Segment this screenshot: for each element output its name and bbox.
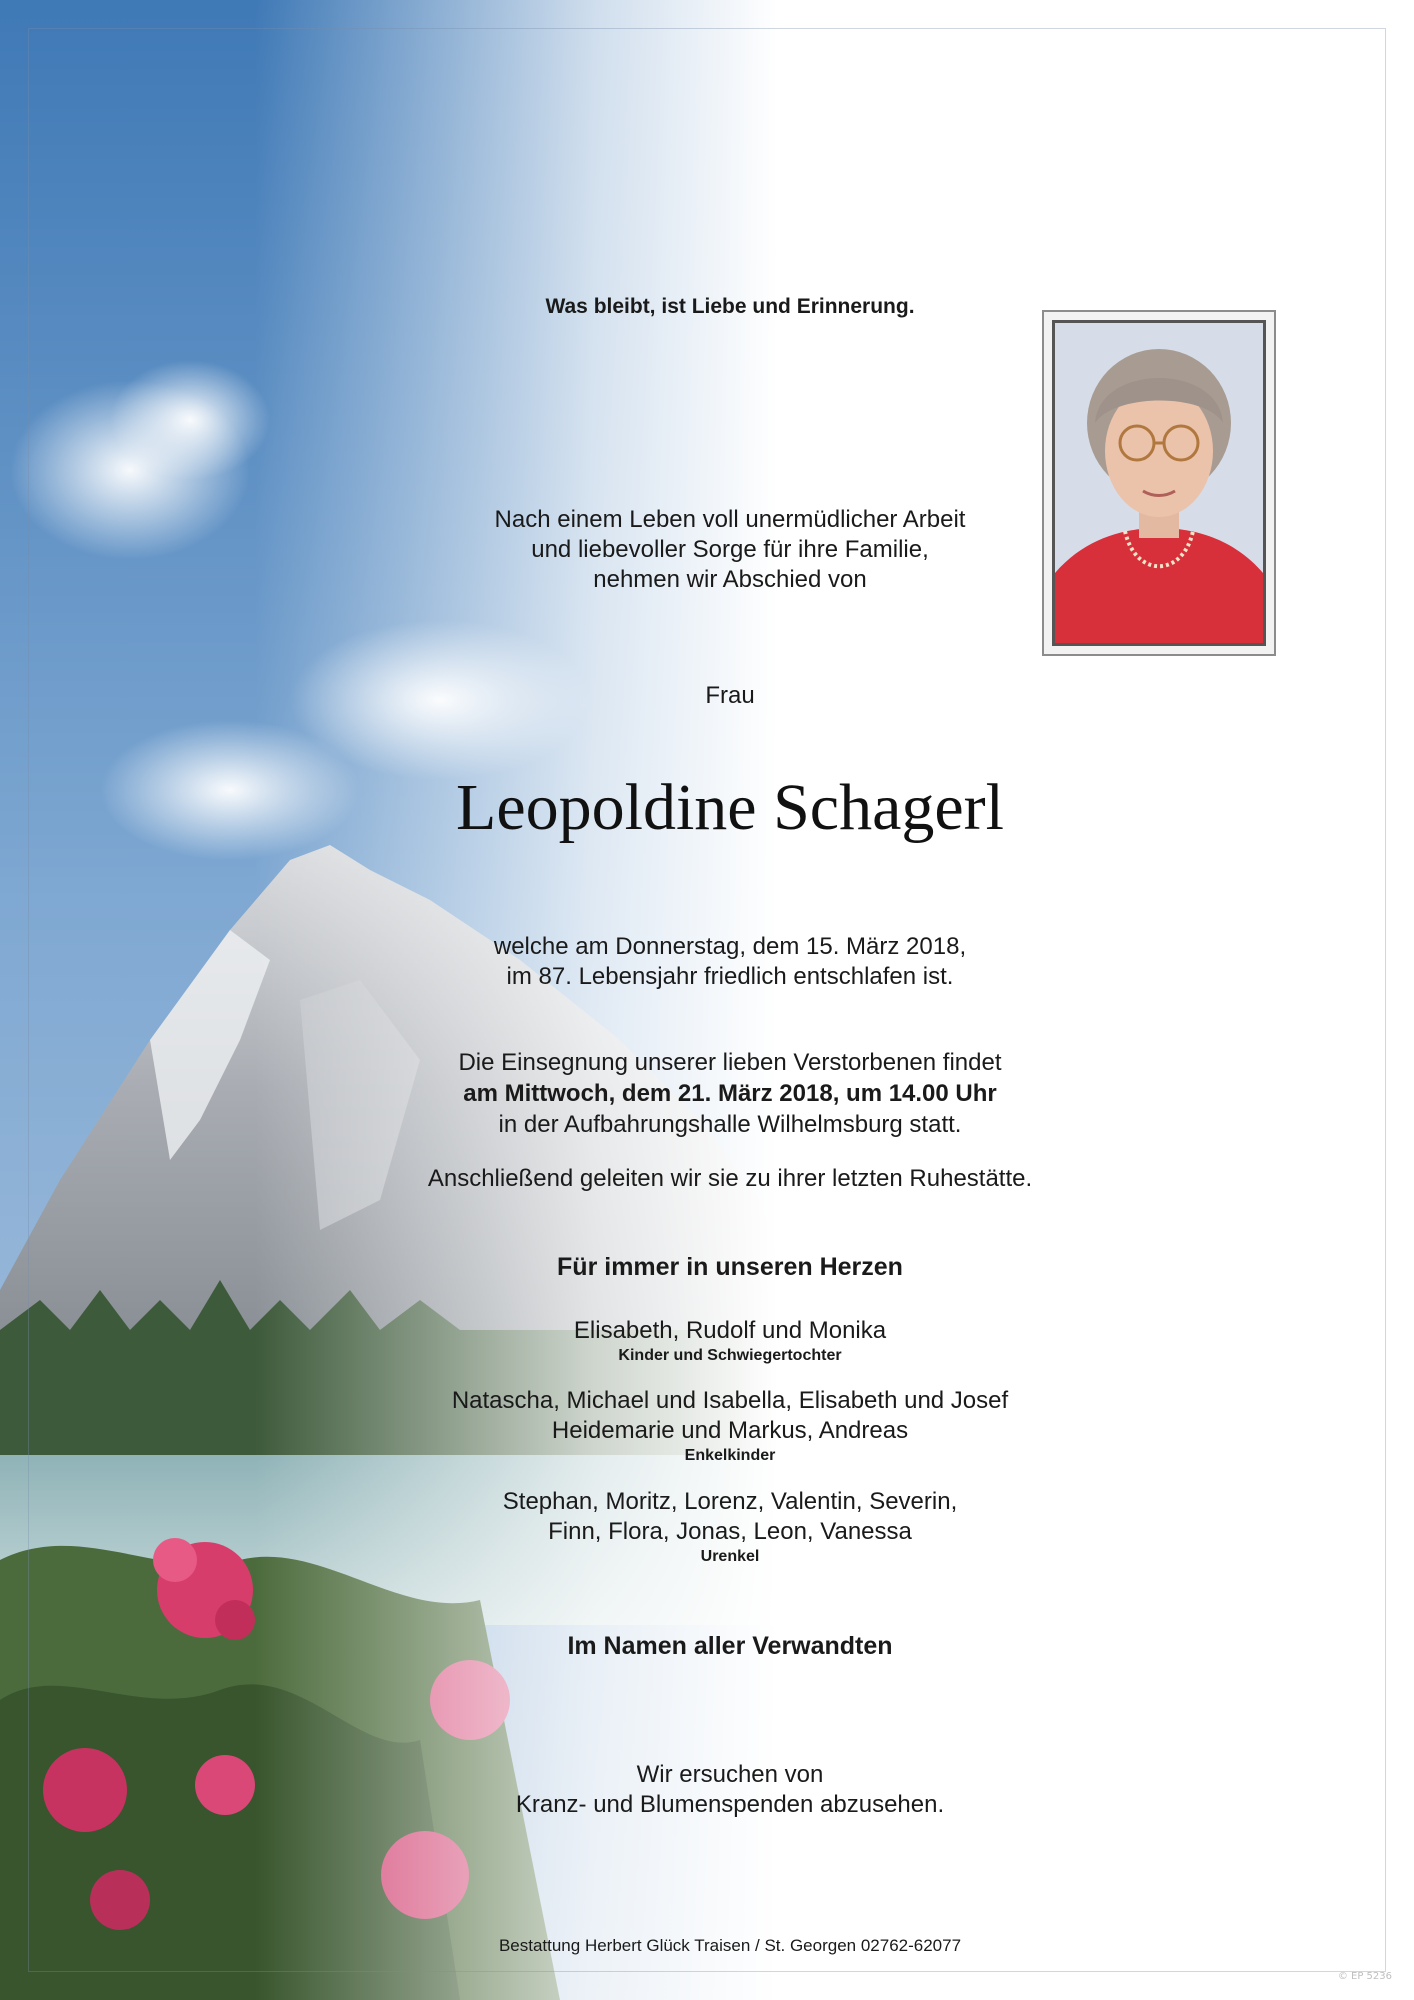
intro-text [340,505,1120,595]
undertaker-info: Bestattung Herbert Glück Traisen / St. Georgen 02762-62077 [498,1936,962,1955]
family-group-children [340,1316,1120,1366]
death-line: im 87. Lebensjahr friedlich entschlafen ist. [506,963,954,990]
family-group-great-grandchildren [340,1487,1120,1567]
family-label: Urenkel [700,1548,760,1565]
request-line: Wir ersuchen von [636,1761,824,1788]
intro-line: Nach einem Leben voll unermüdlicher Arbeit [494,506,966,533]
portrait-photo [1052,320,1266,646]
relatives-line: Im Namen aller Verwandten [567,1632,893,1660]
intro-line: nehmen wir Abschied von [593,566,867,593]
family-group-grandchildren [340,1386,1120,1466]
funeral-date: am Mittwoch, dem 21. März 2018, um 14.00 Uhr [463,1080,997,1107]
funeral-location: in der Aufbahrungshalle Wilhelmsburg statt. [498,1111,962,1138]
portrait-frame [1042,310,1276,656]
copyright-mark: © EP 5236 [1337,1971,1392,1982]
intro-line: und liebevoller Sorge für ihre Familie, [531,536,929,563]
family-label: Kinder und Schwiegertochter [618,1347,842,1364]
family-names: Stephan, Moritz, Lorenz, Valentin, Severin, [502,1488,958,1515]
salutation: Frau [705,682,755,709]
death-notice [340,932,1120,992]
request-line: Kranz- und Blumenspenden abzusehen. [515,1791,945,1818]
heart-line: Für immer in unseren Herzen [557,1253,903,1281]
deceased-name: Leopoldine Schagerl [456,771,1004,844]
burial-note: Anschließend geleiten wir sie zu ihrer letzten Ruhestätte. [427,1165,1033,1192]
family-names: Heidemarie und Markus, Andreas [551,1417,909,1444]
death-line: welche am Donnerstag, dem 15. März 2018, [493,933,967,960]
motto: Was bleibt, ist Liebe und Erinnerung. [545,295,915,318]
family-names: Finn, Flora, Jonas, Leon, Vanessa [548,1518,912,1545]
family-names: Elisabeth, Rudolf und Monika [573,1317,887,1344]
donation-request [340,1760,1120,1820]
funeral-info [340,1047,1120,1140]
family-names: Natascha, Michael und Isabella, Elisabeth und Josef [451,1387,1009,1414]
funeral-line: Die Einsegnung unserer lieben Verstorbenen findet [458,1049,1002,1076]
family-label: Enkelkinder [684,1447,776,1464]
